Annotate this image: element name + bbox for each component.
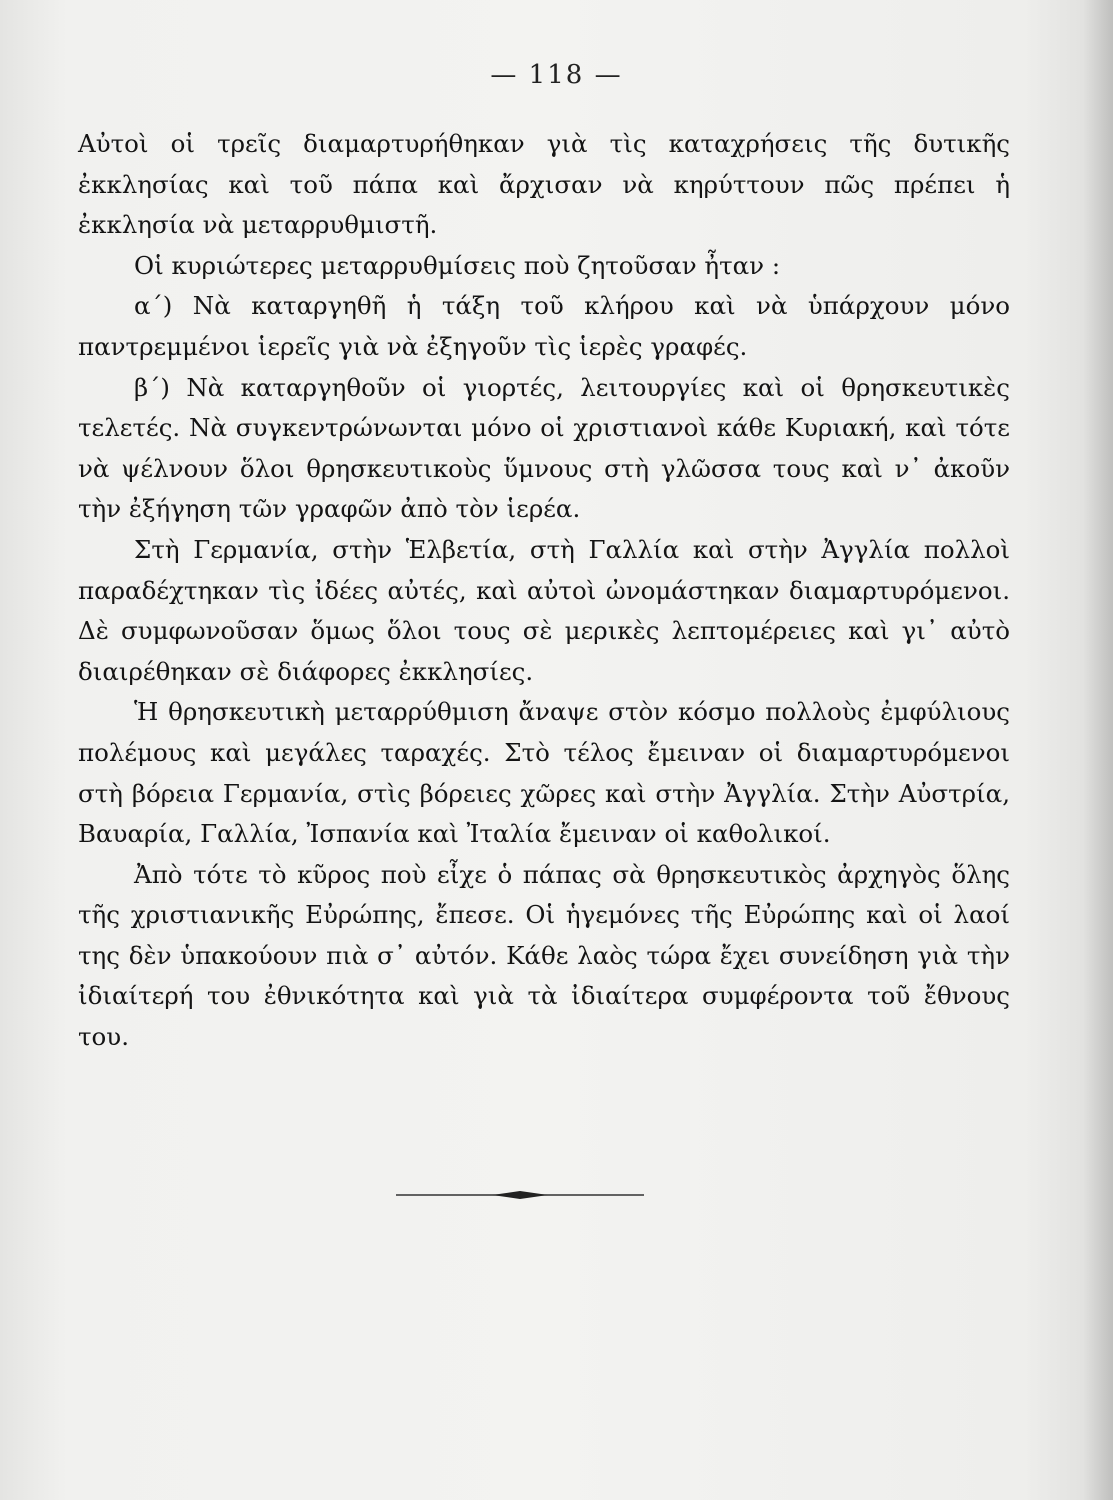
section-divider-ornament bbox=[396, 1184, 644, 1206]
paragraph-intro: Αὐτοὶ οἱ τρεῖς διαμαρτυρήθηκαν γιὰ τὶς καταχρήσεις τῆς δυτικῆς ἐκκλησίας καὶ τοῦ πάπα καὶ ἄρχισαν νὰ κηρύττουν πῶς πρέπει ἡ ἐκκλησία νὰ μεταρρυθμιστῆ. bbox=[78, 129, 1010, 240]
page-number: — 118 — bbox=[490, 60, 623, 90]
paragraph-consequences: Ἡ θρησκευτικὴ μεταρρύθμιση ἄναψε στὸν κόσμο πολλοὺς ἐμφύλιους πολέμους καὶ μεγάλες ταραχές. Στὸ τέλος ἔμειναν οἱ διαμαρτυρόμενοι στὴ βόρεια Γερμανία, στὶς βόρειες χῶρες καὶ στὴν Ἀγγλία. Στὴν Αὐστρία, Βαυαρία, Γαλλία, Ἰσπανία καὶ Ἰταλία ἔμειναν οἱ καθολικοί. bbox=[78, 697, 1010, 849]
paragraph-countries: Στὴ Γερμανία, στὴν Ἑλβετία, στὴ Γαλλία καὶ στὴν Ἀγγλία πολλοὶ παραδέχτηκαν τὶς ἰδέες αὐτές, καὶ αὐτοὶ ὠνομάστηκαν διαμαρτυρόμενοι. Δὲ συμφωνοῦσαν ὅμως ὅλοι τους σὲ μερικὲς λεπτομέρειες καὶ γι᾽ αὐτὸ διαιρέθηκαν σὲ διάφορες ἐκκλησίες. bbox=[78, 534, 1010, 686]
paragraph-papacy: Ἀπὸ τότε τὸ κῦρος ποὺ εἶχε ὁ πάπας σὰ θρησκευτικὸς ἀρχηγὸς ὅλης τῆς χριστιανικῆς Εὐρώπης, ἔπεσε. Οἱ ἡγεμόνες τῆς Εὐρώπης καὶ οἱ λαοί της δὲν ὑπακούουν πιὰ σ᾽ αὐτόν. Κάθε λαὸς τώρα ἔχει συνείδηση γιὰ τὴν ἰδιαίτερή του ἐθνικότητα καὶ γιὰ τὰ ἰδιαίτερα συμφέροντα τοῦ ἔθνους του. bbox=[78, 859, 1010, 1052]
paragraph-reform-a: α΄) Νὰ καταργηθῆ ἡ τάξη τοῦ κλήρου καὶ νὰ ὑπάρχουν μόνο παντρεμμένοι ἱερεῖς γιὰ νὰ ἐξηγοῦν τὶς ἱερὲς γραφές. bbox=[78, 291, 1010, 361]
bleed-through-shadow bbox=[90, 1200, 1030, 1240]
body-text bbox=[78, 124, 1010, 1058]
paragraph-reform-b: β΄) Νὰ καταργηθοῦν οἱ γιορτές, λειτουργίες καὶ οἱ θρησκευτικὲς τελετές. Νὰ συγκεντρώνωνται μόνο οἱ χριστιανοὶ κάθε Κυριακή, καὶ τότε νὰ ψέλνουν ὅλοι θρησκευτικοὺς ὕμνους στὴ γλῶσσα τους καὶ ν᾽ ἀκοῦν τὴν ἐξήγηση τῶν γραφῶν ἀπὸ τὸν ἱερέα. bbox=[78, 372, 1010, 524]
page-shadow bbox=[1083, 0, 1113, 1500]
paragraph-reforms-heading: Οἱ κυριώτερες μεταρρυθμίσεις ποὺ ζητοῦσαν ἦταν : bbox=[134, 250, 781, 280]
